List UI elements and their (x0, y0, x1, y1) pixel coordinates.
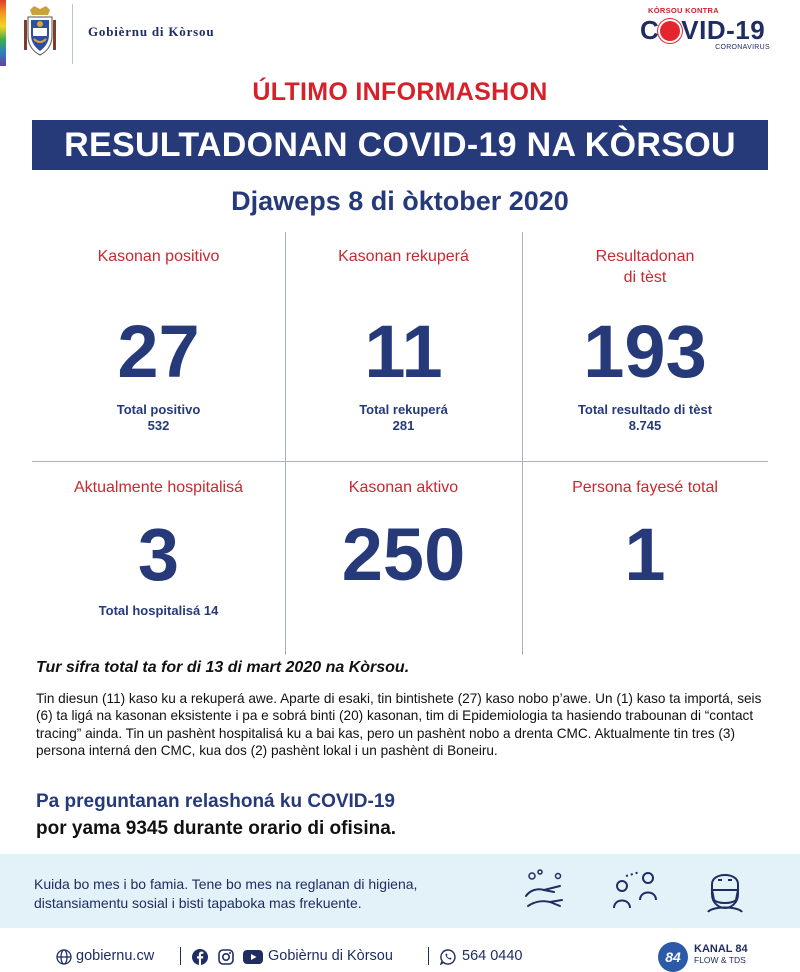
stat-positive-total-value: 532 (147, 418, 170, 433)
covid-logo (640, 6, 770, 54)
stat-positive-value: 27 (117, 310, 200, 393)
youtube-icon[interactable] (243, 950, 263, 964)
government-name: Gobièrnu di Kòrsou (88, 24, 215, 39)
covid-logo-suffix: VID-19 (681, 15, 766, 45)
stat-tests-total-label: Total resultado di tèst (577, 402, 713, 417)
stat-tests-total-value: 8.745 (628, 418, 662, 433)
stat-tests (522, 246, 768, 434)
stat-tests-label-line1: Resultadonan (595, 248, 695, 265)
stat-hospitalized-value: 3 (137, 513, 180, 596)
stat-active (285, 477, 522, 595)
whatsapp-icon (440, 949, 456, 965)
header (0, 0, 800, 70)
globe-icon (56, 949, 72, 965)
facebook-icon[interactable] (192, 949, 208, 965)
social-handle[interactable]: Gobièrnu di Kòrsou (268, 948, 393, 964)
website-link[interactable]: gobiernu.cw (76, 948, 155, 964)
stat-recovered-total-label: Total rekuperá (359, 402, 448, 417)
hygiene-tip-text (34, 875, 504, 913)
handwashing-icon (520, 866, 570, 916)
coat-of-arms-icon (22, 6, 58, 56)
stat-recovered-value: 11 (364, 310, 443, 393)
totals-note: Tur sifra total ta for di 13 di mart 2020 na Kòrsou. (36, 659, 410, 676)
question-heading: Pa preguntanan relashoná ku COVID-19 (36, 791, 395, 812)
stat-recovered-total-value: 281 (392, 418, 415, 433)
social-distancing-icon (610, 866, 660, 916)
stat-active-label: Kasonan aktivo (348, 479, 459, 496)
footer-divider (428, 947, 429, 965)
footer (0, 938, 800, 972)
report-date: Djaweps 8 di òktober 2020 (231, 186, 569, 216)
hygiene-tip-line1: Kuida bo mes i bo famia. Tene bo mes na reglanan di higiena, (34, 876, 418, 892)
grid-divider-horizontal (32, 461, 768, 462)
footer-divider (180, 947, 181, 965)
covid-logo-subtitle: CORONAVIRUS (715, 44, 770, 51)
stat-tests-label-line2: di tèst (623, 269, 667, 286)
kanal-84-badge: 84 (658, 942, 688, 972)
stat-deceased-value: 1 (624, 513, 666, 596)
hygiene-tip-line2: distansiamentu sosial i bisti tapaboka mas frekuente. (34, 895, 362, 911)
stat-recovered (285, 246, 522, 434)
stat-hospitalized (32, 477, 285, 619)
kanal-84-name: KANAL 84 (694, 943, 748, 955)
face-mask-icon (700, 866, 750, 916)
stat-positive (32, 246, 285, 434)
rainbow-stripe (0, 0, 6, 66)
page-title-banner: RESULTADONAN COVID-19 NA KÒRSOU (32, 120, 768, 170)
stat-positive-total-label: Total positivo (116, 402, 201, 417)
phone-number[interactable]: 564 0440 (462, 948, 523, 964)
stat-deceased-label: Persona fayesé total (572, 479, 718, 496)
covid-logo-word (640, 15, 765, 46)
stat-tests-value: 193 (583, 310, 707, 393)
kanal-84-subtitle: FLOW & TDS (694, 955, 746, 965)
kicker-heading: ÚLTIMO INFORMASHON (252, 78, 548, 106)
instagram-icon[interactable] (218, 949, 234, 965)
stat-hospitalized-total: Total hospitalisá 14 (98, 603, 219, 618)
phone-instructions: por yama 9345 durante orario di ofisina. (36, 818, 397, 839)
stat-deceased (522, 477, 768, 595)
covid-logo-kicker: KÒRSOU KONTRA (648, 6, 719, 15)
header-divider (72, 4, 73, 64)
body-paragraph: Tin diesun (11) kaso ku a rekuperá awe. Aparte di esaki, tin bintishete (27) kaso nobo p’awe. Un (1) kaso ta importá, seis (6) ta ligá na kasonan eksistente i pa e sobrá binti (20) kasonan, tim di Epidemiologia ta hasiendo trabounan di “contact tracing” ainda. Tin un pashènt hospitalisá ku a bai kas, pero un pashènt nobo a drenta CMC. Aktualmente tin tres (3) persona interná den CMC, kua dos (2) pashènt lokal i un pashènt di Boneiru. (36, 691, 762, 759)
stat-active-value: 250 (341, 513, 466, 596)
stat-hospitalized-label: Aktualmente hospitalisá (74, 479, 243, 496)
hygiene-tip-band (0, 854, 800, 928)
virus-icon (660, 21, 680, 41)
covid-logo-letter: C (640, 15, 660, 45)
stat-positive-label: Kasonan positivo (97, 248, 220, 265)
stat-recovered-label: Kasonan rekuperá (338, 248, 469, 265)
